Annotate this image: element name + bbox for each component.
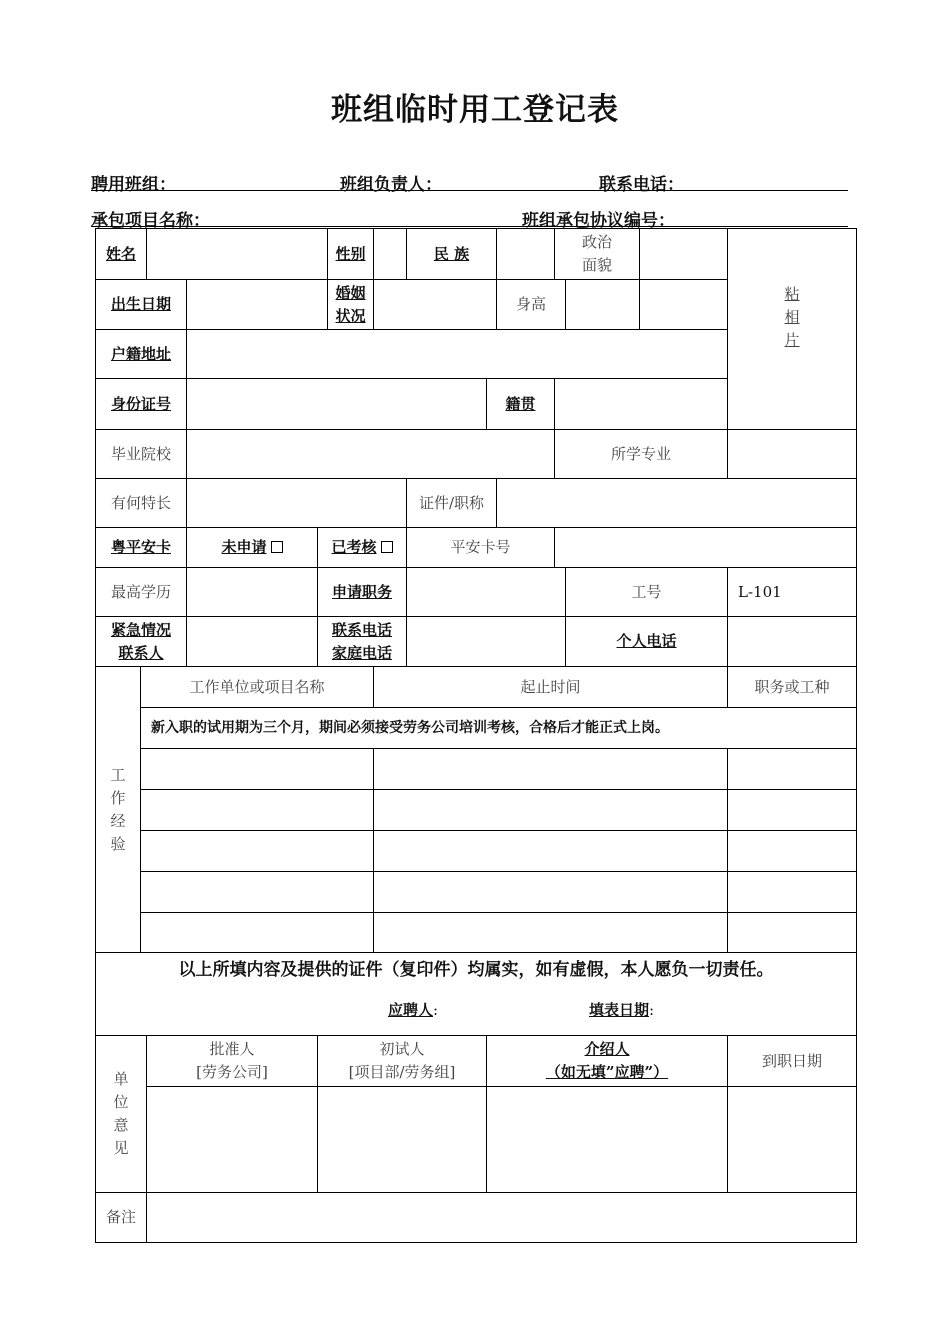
name-input[interactable]	[147, 229, 328, 280]
work-period-input[interactable]	[374, 913, 728, 953]
marital-status-label: 婚姻 状况	[328, 280, 374, 330]
ethnicity-input[interactable]	[497, 229, 555, 280]
height-input[interactable]	[566, 280, 640, 330]
header-team-label: 聘用班组：	[91, 175, 176, 195]
trial-header: 初试人 [项目部/劳务组]	[318, 1036, 487, 1087]
work-col-period-header: 起止时间	[374, 667, 728, 708]
specialty-label: 有何特长	[96, 479, 187, 528]
card-number-label: 平安卡号	[407, 528, 555, 568]
onboard-date-header: 到职日期	[728, 1036, 857, 1087]
school-label: 毕业院校	[96, 430, 187, 479]
education-input[interactable]	[187, 568, 318, 617]
work-col-unit-header: 工作单位或项目名称	[141, 667, 374, 708]
id-number-label: 身份证号	[96, 379, 187, 430]
gender-input[interactable]	[374, 229, 407, 280]
work-period-input[interactable]	[374, 790, 728, 831]
work-experience-label: 工 作 经 验	[96, 667, 141, 953]
work-col-role-header: 职务或工种	[728, 667, 857, 708]
photo-area[interactable]: 粘 相 片	[728, 229, 857, 430]
contact-phone-input[interactable]	[407, 617, 566, 667]
work-period-input[interactable]	[374, 872, 728, 913]
safety-card-label: 粤平安卡	[96, 528, 187, 568]
native-place-label: 籍贯	[487, 379, 555, 430]
unit-opinion-label: 单 位 意 见	[96, 1036, 147, 1193]
referrer-header: 介绍人 （如无填”应聘”）	[487, 1036, 728, 1087]
trial-signature-input[interactable]	[318, 1087, 487, 1193]
political-status-label: 政治 面貌	[555, 229, 640, 280]
work-unit-input[interactable]	[141, 831, 374, 872]
header-phone-label: 联系电话：	[599, 175, 684, 195]
domicile-input[interactable]	[187, 330, 728, 379]
education-label: 最高学历	[96, 568, 187, 617]
emergency-contact-label: 紧急情况 联系人	[96, 617, 187, 667]
height-label: 身高	[497, 280, 566, 330]
domicile-label: 户籍地址	[96, 330, 187, 379]
work-unit-input[interactable]	[141, 790, 374, 831]
position-label: 申请职务	[318, 568, 407, 617]
header-leader-label: 班组负责人：	[340, 175, 442, 195]
marital-status-input[interactable]	[374, 280, 497, 330]
applicant-signature-field[interactable]: 应聘人:	[388, 1001, 439, 1019]
job-number-value[interactable]: L-101	[728, 568, 857, 617]
pledge-text: 以上所填内容及提供的证件（复印件）均属实，如有虚假，本人愿负一切责任。	[178, 960, 774, 980]
birth-date-label: 出生日期	[96, 280, 187, 330]
remarks-input[interactable]	[147, 1193, 857, 1243]
work-period-input[interactable]	[374, 749, 728, 790]
approver-signature-input[interactable]	[147, 1087, 318, 1193]
specialty-input[interactable]	[187, 479, 407, 528]
registration-table	[95, 228, 857, 1243]
not-applied-checkbox[interactable]	[271, 541, 283, 553]
political-status-input[interactable]	[640, 229, 728, 280]
work-unit-input[interactable]	[141, 913, 374, 953]
birth-date-input[interactable]	[187, 280, 328, 330]
work-role-input[interactable]	[728, 872, 857, 913]
emergency-contact-input[interactable]	[187, 617, 318, 667]
header-underline-2	[91, 226, 848, 227]
id-number-input[interactable]	[187, 379, 487, 430]
certificate-label: 证件/职称	[407, 479, 497, 528]
form-title: 班组临时用工登记表	[331, 92, 619, 128]
work-period-input[interactable]	[374, 831, 728, 872]
work-unit-input[interactable]	[141, 749, 374, 790]
approver-header: 批准人 [劳务公司]	[147, 1036, 318, 1087]
job-number-label: 工号	[566, 568, 728, 617]
ethnicity-label: 民 族	[407, 229, 497, 280]
not-applied-option[interactable]: 未申请	[187, 528, 318, 568]
gender-label: 性别	[328, 229, 374, 280]
assessed-checkbox[interactable]	[381, 541, 393, 553]
header-project-label: 承包项目名称：	[91, 211, 210, 231]
work-role-input[interactable]	[728, 790, 857, 831]
card-number-input[interactable]	[555, 528, 857, 568]
contact-phone-label: 联系电话 家庭电话	[318, 617, 407, 667]
major-input[interactable]	[728, 430, 857, 479]
certificate-input[interactable]	[497, 479, 857, 528]
probation-notice: 新入职的试用期为三个月，期间必须接受劳务公司培训考核，合格后才能正式上岗。	[141, 708, 857, 749]
assessed-option[interactable]: 已考核	[318, 528, 407, 568]
personal-phone-input[interactable]	[728, 617, 857, 667]
personal-phone-label: 个人电话	[566, 617, 728, 667]
name-label: 姓名	[96, 229, 147, 280]
work-unit-input[interactable]	[141, 872, 374, 913]
major-label: 所学专业	[555, 430, 728, 479]
header-agreement-label: 班组承包协议编号：	[522, 211, 675, 231]
native-place-input[interactable]	[555, 379, 728, 430]
position-input[interactable]	[407, 568, 566, 617]
fill-date-field[interactable]: 填表日期:	[589, 1001, 655, 1019]
work-role-input[interactable]	[728, 913, 857, 953]
header-underline-1	[91, 190, 848, 191]
school-input[interactable]	[187, 430, 555, 479]
remarks-label: 备注	[96, 1193, 147, 1243]
pledge-section	[96, 953, 857, 1036]
referrer-input[interactable]	[487, 1087, 728, 1193]
work-role-input[interactable]	[728, 749, 857, 790]
onboard-date-input[interactable]	[728, 1087, 857, 1193]
work-role-input[interactable]	[728, 831, 857, 872]
